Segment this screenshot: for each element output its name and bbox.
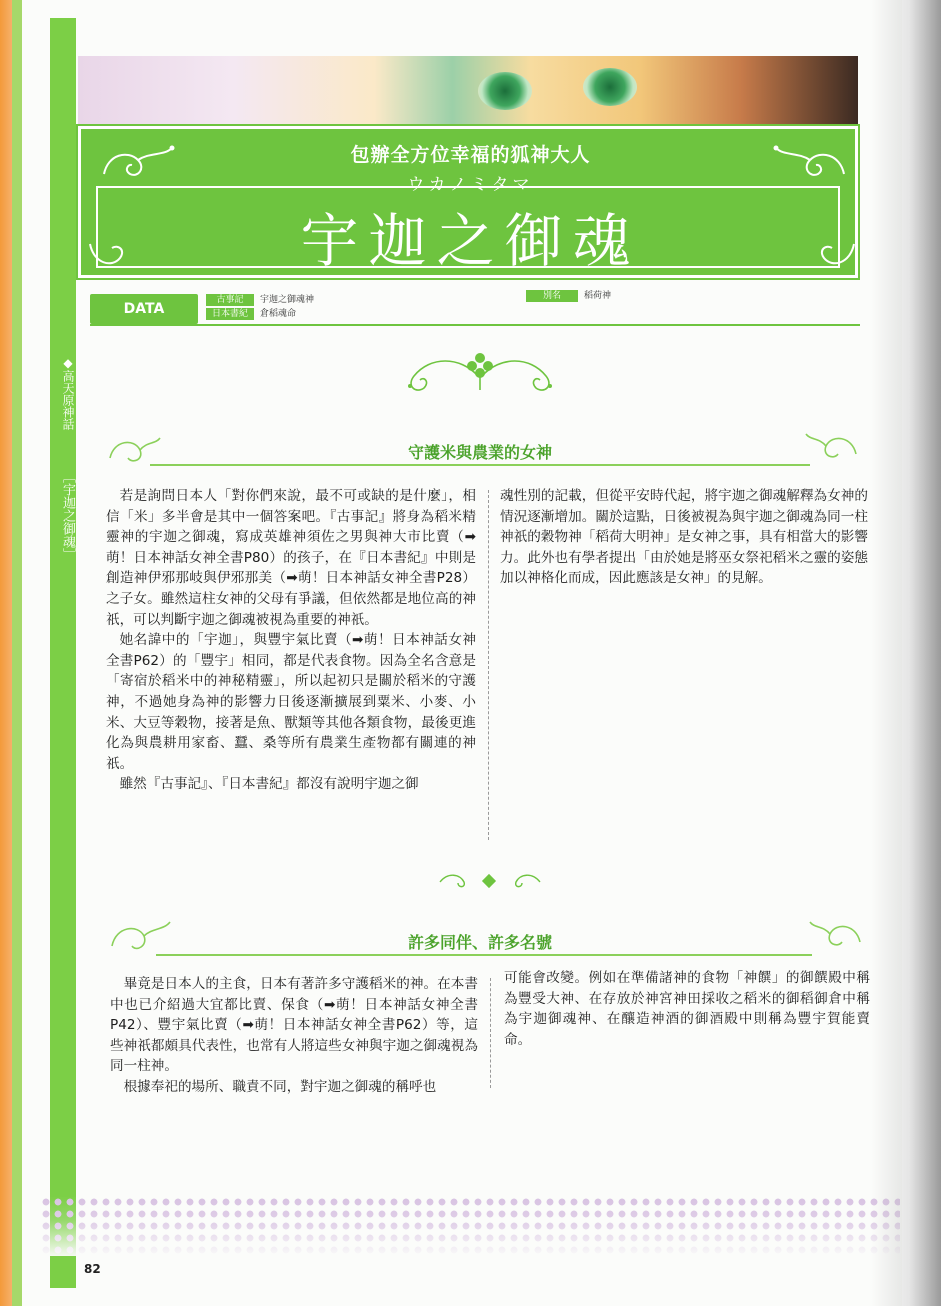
section1-swirl-right xyxy=(804,424,864,470)
divider-ornament xyxy=(436,870,544,892)
data-underline xyxy=(90,324,860,326)
section2-right-column xyxy=(504,968,870,1050)
binding-shadow xyxy=(871,0,941,1306)
section1-paragraph: 雖然『古事記』、『日本書紀』都沒有說明宇迦之御 xyxy=(119,776,419,793)
section1-left-column xyxy=(106,486,476,795)
side-nav-sub: ［宇迦之御魂］ xyxy=(60,470,75,561)
alias-value: 稻荷神 xyxy=(584,291,612,301)
kojiki-tag: 古事記 xyxy=(206,294,254,306)
banner-illustration xyxy=(78,56,858,126)
title-ruby: ウカノミタマ xyxy=(407,175,534,195)
section2-heading: 許多同伴、許多名號 xyxy=(407,933,552,952)
section2-rule xyxy=(156,954,812,956)
eye-shape-left xyxy=(478,72,532,110)
section1-right-column xyxy=(500,486,868,589)
section1-rule xyxy=(150,464,810,466)
alias-tag: 別名 xyxy=(526,290,578,302)
section1-paragraph: 她名諱中的「宇迦」，與豐宇氣比賣（➡萌！日本神話女神全書P62）的「豐宇」相同，都是代表食物。因為全名含意是「寄宿於稻米中的神秘精靈」，所以起初只是關於稻米的守護神，不過她身為神的影響力日後逐漸擴展到粟米、小麥、小米、大豆等穀物，接著是魚、獸類等其他各類食物，最後更進化為與農耕用家畜、蠶、桑等所有農業生產物都有關連的神祇。 xyxy=(106,632,476,772)
banner-subtitle: 包辦全方位幸福的狐神大人 xyxy=(350,144,591,166)
section1-paragraph: 魂性別的記載，但從平安時代起，將宇迦之御魂解釋為女神的情況逐漸增加。關於這點，日後被視為與宇迦之御魂為同一柱神祇的穀物神「稻荷大明神」是女神之事，具有相當大的影響力。此外也有學者提出「由於她是將巫女祭祀稻米之靈的姿態加以神格化而成，因此應該是女神」的見解。 xyxy=(500,488,868,587)
clover-ornament xyxy=(400,346,560,402)
section2-paragraph: 根據奉祀的場所、職責不同，對宇迦之御魂的稱呼也 xyxy=(123,1078,437,1095)
section1-paragraph: 若是詢問日本人「對你們來說，最不可或缺的是什麼」，相信「米」多半會是其中一個答案吧。『古事記』將身為稻米精靈神的宇迦之御魂，寫成英雄神須佐之男與神大市比賣（➡萌！日本神話女神全書P80）的孩子，在『日本書紀』中則是創造神伊邪那岐與伊邪那美（➡萌！日本神話女神全書P28）之子女。雖然這柱女神的父母有爭議，但依然都是地位高的神祇，可以判斷宇迦之御魂被視為重要的神祇。 xyxy=(106,488,476,628)
side-nav-label: ◆高天原神話 xyxy=(61,356,75,430)
section2-paragraph: 可能會改變。例如在準備諸神的食物「神饌」的御饌殿中稱為豐受大神、在存放於神宮神田採收之稻米的御稻御倉中稱為宇迦御魂神、在釀造神酒的御酒殿中則稱為豐宇賀能賣命。 xyxy=(504,970,870,1048)
section1-heading: 守護米與農業的女神 xyxy=(407,443,552,462)
nihonshoki-value: 倉稻魂命 xyxy=(260,309,297,319)
eye-shape-right xyxy=(583,68,637,106)
page-number: 82 xyxy=(84,1262,101,1276)
section2-column-divider xyxy=(490,978,491,1088)
page-title: 宇迦之御魂 xyxy=(300,207,641,275)
section1-swirl-left xyxy=(102,428,162,474)
section2-paragraph: 畢竟是日本人的主食，日本有著許多守護稻米的神。在本書中也已介紹過大宜都比賣、保食（➡萌！日本神話女神全書P42）、豐宇氣比賣（➡萌！日本神話女神全書P62）等，這些神祇都頗具代表性，也常有人將這些女神與宇迦之御魂視為同一柱神。 xyxy=(110,976,478,1075)
section2-left-column xyxy=(110,974,478,1098)
section1-column-divider xyxy=(488,490,489,840)
nihonshoki-tag: 日本書紀 xyxy=(206,308,254,320)
footer-dot-fade xyxy=(40,1196,900,1256)
data-badge: DATA xyxy=(90,294,198,324)
section2-swirl-right xyxy=(808,912,868,958)
section2-swirl-left xyxy=(104,912,174,964)
kojiki-value: 宇迦之御魂神 xyxy=(260,295,315,305)
